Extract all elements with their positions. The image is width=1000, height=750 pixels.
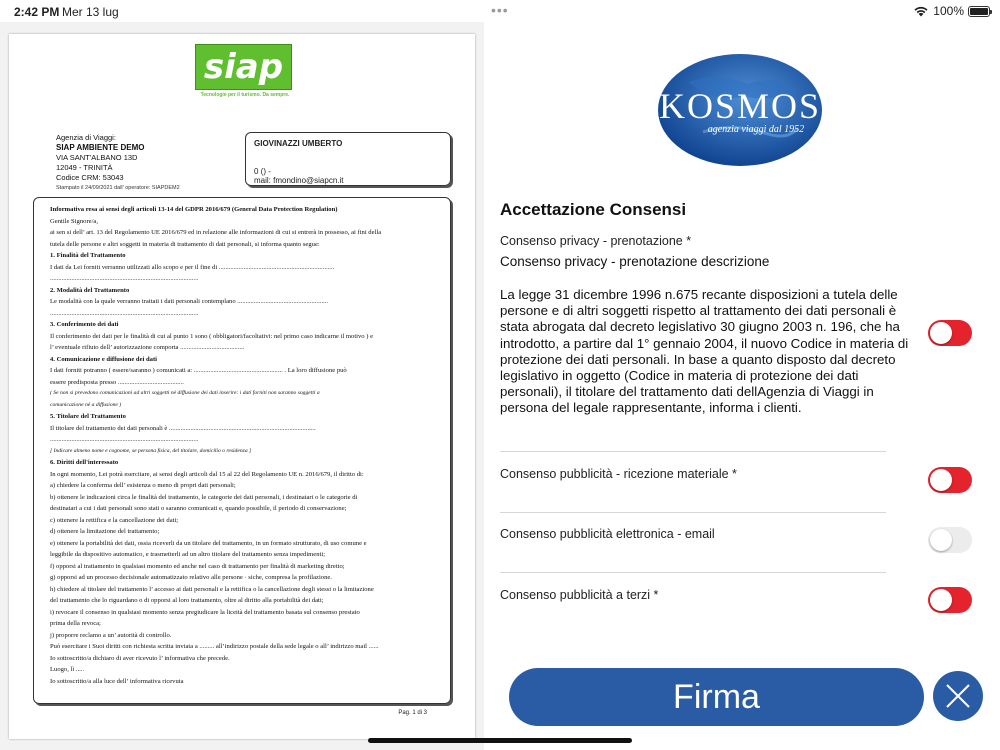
kosmos-logo-name: KOSMOS <box>658 86 822 126</box>
document-line: [ Indicare almeno nome e cognome, se persona fisica, del titolare, domicilio o residenza ] <box>50 447 252 454</box>
document-line: I dati da Lei forniti verranno utilizzati allo scopo e per il fine di ...................................................................... <box>50 263 335 271</box>
siap-tagline: Tecnologie per il turismo. Da sempre. <box>200 92 290 98</box>
document-line: prima della revoca; <box>50 620 101 627</box>
document-line: Le modalità con la quale verranno trattati i dati personali contemplano ....................................................... <box>50 298 328 305</box>
document-line: .......................................................................................... <box>50 275 199 282</box>
toggle-knob <box>930 529 952 551</box>
document-line: comunicazione né a diffusione ) <box>50 401 122 408</box>
consent-privacy-text: La legge 31 dicembre 1996 n.675 recante disposizioni a tutela delle persone e di altri soggetti rispetto al trattamento dei dati personali è stata abrogata dal decreto legislativo 30 giugno 2003 n. 196, che ha introdotto, a partire dal 1° gennaio 2004, il nuovo Codice in materia di protezione dei dati personali. In base a quanto disposto dal decreto legislativo in oggetto (Codice in materia di protezione dei dati personali), il titolare del trattamento dati dellAgenzia di Viaggi in persona del legale rappresentante, informa i clienti. <box>500 287 909 416</box>
agency-label: Agenzia di Viaggi: <box>56 133 116 142</box>
document-line: del trattamento che lo riguardano o di opporsi al loro trattamento, oltre al diritto alla portabilità dei dati; <box>50 597 324 604</box>
document-line: e) ottenere la portabilità dei dati, ossia riceverli da un titolare del trattamento, in un formato strutturato, di uso comune e <box>50 539 367 547</box>
document-line: 3. Conferimento dei dati <box>50 321 119 328</box>
document-line: .......................................................................................... <box>50 436 199 443</box>
consent-material-label: Consenso pubblicità - ricezione materiale * <box>500 467 737 481</box>
kosmos-logo-tagline: agenzia viaggi dal 1952 <box>707 124 805 135</box>
multitasking-dots-icon[interactable]: ••• <box>491 2 509 18</box>
client-name: GIOVINAZZI UMBERTO <box>254 139 343 148</box>
divider <box>500 572 886 573</box>
agency-city: 12049 - TRINITÀ <box>56 163 113 172</box>
siap-logo: siap <box>195 44 292 90</box>
document-line: 4. Comunicazione e diffusione dei dati <box>50 355 157 363</box>
toggle-knob <box>930 469 952 491</box>
document-line: 2. Modalità del Trattamento <box>50 286 130 294</box>
document-preview[interactable] <box>0 22 484 750</box>
battery-icon <box>968 6 990 17</box>
consent-third-party-toggle[interactable] <box>928 587 972 613</box>
document-line: ai sen si dell’ art. 13 del Regolamento UE 2016/679 ed in relazione alle informazioni di cui si entrerà in possesso, ai fini della <box>50 229 382 236</box>
client-box <box>245 132 451 186</box>
document-line: f) opporsi al trattamento in qualsiasi momento ed anche nel caso di trattamento per finalità di marketing diretto; <box>50 562 345 570</box>
document-line: j) proporre reclamo a un’ autorità di controllo. <box>50 631 172 639</box>
document-line: essere predisposta presso ........................................ <box>50 378 184 386</box>
document-line: Luogo, lì ..... <box>50 666 85 673</box>
document-line: b) ottenere le indicazioni circa le finalità del trattamento, le categorie dei dati personali, i destinatari o le categorie di <box>50 493 358 501</box>
consent-material-toggle[interactable] <box>928 467 972 493</box>
document-line: 6. Diritti dell'interessato <box>50 459 119 466</box>
agency-info <box>56 133 180 193</box>
client-email: mail: fmondino@siapcn.it <box>254 176 344 185</box>
document-line: I dati forniti potranno ( essere/saranno ) comunicati a: ...................................................... . La loro diffusione può <box>50 367 347 374</box>
document-line: Informativa resa ai sensi degli articoli 13-14 del GDPR 2016/679 (General Data Protection Regulation) <box>50 206 338 213</box>
document-line: leggibile da dispositivo automatico, e trasmetterli ad un altro titolare del trattamento senza impedimenti; <box>50 551 326 558</box>
document-line: In ogni momento, Lei potrà esercitare, ai sensi degli articoli dal 15 al 22 del Regolamento UE n. 2016/679, il diritto di: <box>50 470 364 478</box>
kosmos-logo <box>648 52 833 168</box>
document-line: Il titolare del trattamento dei dati personali è ......................................................................................... <box>50 424 316 432</box>
status-right <box>913 4 990 18</box>
status-date: Mer 13 lug <box>62 5 119 19</box>
document-line: tutela delle persone e altri soggetti in materia di trattamento di dati personali, si informa quanto segue: <box>50 240 320 248</box>
privacy-info-box <box>33 197 451 704</box>
document-line: Io sottoscritto/a alla luce dell’ informativa ricevuta <box>50 677 184 685</box>
consent-email-label: Consenso pubblicità elettronica - email <box>500 527 715 541</box>
document-line: Il conferimento dei dati per le finalità di cui al punto 1 sono ( obbligatori/facoltativi: nel primo caso indicarne il motivo ) e <box>50 332 374 340</box>
status-bar <box>0 0 1000 22</box>
home-indicator[interactable] <box>368 738 632 743</box>
sign-button[interactable]: Firma <box>509 668 924 726</box>
document-line: ( Se non si prevedono comunicazioni ad altri soggetti né diffusione dei dati inserire: i dati forniti non saranno soggetti a <box>50 390 320 396</box>
agency-crm: Codice CRM: 53043 <box>56 173 124 182</box>
consent-privacy-description: Consenso privacy - prenotazione descrizione <box>500 254 770 269</box>
consent-third-party-label: Consenso pubblicità a terzi * <box>500 588 659 602</box>
divider <box>500 451 886 452</box>
document-line: c) ottenere la rettifica e la cancellazione dei dati; <box>50 516 179 524</box>
consent-privacy-toggle[interactable] <box>928 320 972 346</box>
divider <box>500 512 886 513</box>
document-line: Io sottoscritto/a dichiaro di aver ricevuto l’ informativa che precede. <box>50 654 230 662</box>
document-page <box>9 34 475 739</box>
agency-name: SIAP AMBIENTE DEMO <box>56 143 145 152</box>
toggle-knob <box>930 322 952 344</box>
client-phone: 0 () - <box>254 167 271 176</box>
document-line: 5. Titolare del Trattamento <box>50 413 126 420</box>
consent-email-toggle[interactable] <box>928 527 972 553</box>
document-line: h) chiedere al titolare del trattamento l’ accesso ai dati personali e la rettifica o la cancellazione degli stessi o la limitazione <box>50 585 374 593</box>
battery-percent: 100% <box>933 4 964 18</box>
document-line: a) chiedere la conferma dell’ esistenza o meno di propri dati personali; <box>50 482 236 489</box>
document-line: destinatari a cui i dati personali sono stati o saranno comunicati e, quando possibile, il periodo di conservazione; <box>50 505 347 512</box>
document-line: g) opporsi ad un processo decisionale automatizzato relativo alle persone · siche, compresa la profilazione. <box>50 574 332 581</box>
toggle-knob <box>930 589 952 611</box>
document-line: 1. Finalità del Trattamento <box>50 252 126 259</box>
close-button[interactable] <box>933 671 983 721</box>
document-line: Può esercitare i Suoi diritti con richiesta scritta inviata a ......... all’indirizzo postale della sede legale o all’ indirizzo mail ...... <box>50 643 379 650</box>
document-line: i) revocare il consenso in qualsiasi momento senza pregiudicare la liceità del trattamento basata sul consenso prestato <box>50 608 360 616</box>
agency-street: VIA SANT'ALBANO 13D <box>56 153 138 162</box>
page-number: Pag. 1 di 3 <box>398 710 427 716</box>
status-time: 2:42 PM <box>14 5 60 19</box>
document-line: l’ eventuale rifiuto dell’ autorizzazione comporta ....................................... <box>50 344 245 351</box>
consent-privacy-label: Consenso privacy - prenotazione * <box>500 234 692 248</box>
wifi-icon <box>913 5 929 17</box>
document-line: Gentile Signore/a, <box>50 217 98 225</box>
agency-printed: Stampato il 24/09/2021 dall' operatore: SIAPDEM2 <box>56 185 180 191</box>
panel-title: Accettazione Consensi <box>500 200 687 219</box>
document-line: .......................................................................................... <box>50 309 199 317</box>
close-icon <box>944 682 972 710</box>
document-line: d) ottenere la limitazione del trattamento; <box>50 528 160 535</box>
